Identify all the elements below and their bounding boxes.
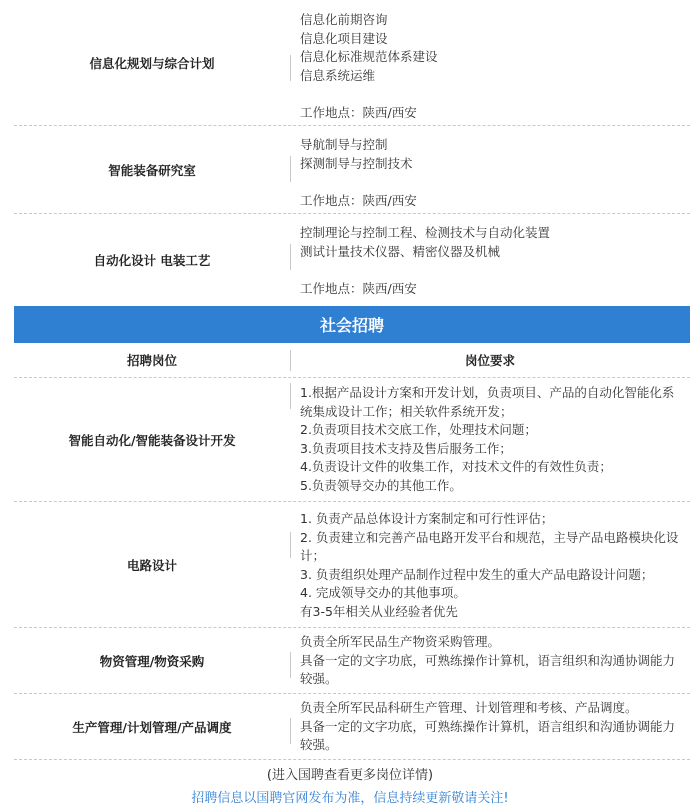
requirement-line: 2.负责项目技术交底工作，处理技术问题； (300, 422, 537, 437)
requirement-line: 5.负责领导交办的其他工作。 (300, 477, 462, 493)
requirement-line: 测试计量技术仪器、精密仪器及机械 (300, 243, 501, 259)
requirement-line: 3. 负责组织处理产品制作过程中发生的重大产品电路设计问题； (300, 566, 654, 582)
requirement-line: 探测制导与控制技术 (300, 155, 413, 171)
position-title: 物资管理/物资采购 (99, 653, 205, 669)
requirement-line: 控制理论与控制工程、检测技术与自动化装置 (300, 225, 551, 240)
requirement-line: 负责全所军民品生产物资采购管理。 (300, 634, 501, 649)
position-title: 自动化设计 电装工艺 (93, 253, 211, 268)
column-divider (290, 532, 291, 558)
position-row (14, 214, 690, 306)
section-banner: 社会招聘 (14, 306, 690, 343)
requirement-line: 有3-5年相关从业经验者优先 (300, 603, 458, 619)
requirement-line: 1.根据产品设计方案和开发计划，负责项目、产品的自动化智能化系统集成设计工作；相关软件系统开发； (300, 385, 675, 419)
position-row (14, 0, 690, 126)
requirement-line: 具备一定的文字功底，可熟练操作计算机，语言组织和沟通协调能力较强。 (300, 652, 676, 686)
header-requirements: 岗位要求 (464, 353, 515, 368)
header-position: 招聘岗位 (126, 353, 177, 368)
requirement-line: 4.负责设计文件的收集工作，对技术文件的有效性负责； (300, 459, 612, 474)
position-title: 生产管理/计划管理/产品调度 (72, 719, 232, 735)
requirement-line: 信息化项目建设 (300, 30, 388, 46)
position-title: 信息化规划与综合计划 (89, 55, 215, 71)
work-location: 工作地点：陕西/西安 (300, 192, 417, 208)
requirement-line: 4. 完成领导交办的其他事项。 (300, 585, 466, 600)
requirement-line: 信息系统运维 (300, 67, 376, 83)
requirement-line: 负责全所军民品科研生产管理、计划管理和考核、产品调度。 (300, 700, 638, 715)
position-title: 智能装备研究室 (108, 162, 196, 178)
column-divider (290, 383, 291, 409)
requirement-line: 信息化标准规范体系建设 (300, 49, 438, 64)
work-location: 工作地点：陕西/西安 (300, 280, 417, 296)
requirement-line: 2. 负责建立和完善产品电路开发平台和规范，主导产品电路模块化设计； (300, 529, 679, 563)
position-row (14, 378, 690, 502)
column-divider (290, 55, 291, 81)
position-row (14, 502, 690, 628)
column-divider (290, 244, 291, 270)
work-location: 工作地点：陕西/西安 (300, 104, 417, 120)
requirement-line: 信息化前期咨询 (300, 12, 388, 27)
official-notice: 招聘信息以国聘官网发布为准，信息持续更新敬请关注! (191, 791, 509, 806)
column-divider (290, 718, 291, 744)
requirement-line: 具备一定的文字功底，可熟练操作计算机，语言组织和沟通协调能力较强。 (300, 718, 676, 752)
table-header (14, 343, 690, 378)
requirement-line: 导航制导与控制 (300, 137, 388, 152)
column-divider (290, 652, 291, 678)
more-details-note[interactable]: (进入国聘查看更多岗位详情) (266, 768, 434, 783)
position-row (14, 126, 690, 214)
position-title: 电路设计 (126, 557, 177, 573)
position-title: 智能自动化/智能装备设计开发 (68, 432, 236, 448)
requirement-line: 1. 负责产品总体设计方案制定和可行性评估； (300, 511, 554, 526)
position-row (14, 628, 690, 694)
position-row (14, 694, 690, 760)
column-divider (290, 156, 291, 182)
requirement-line: 3.负责项目技术支持及售后服务工作； (300, 440, 512, 456)
